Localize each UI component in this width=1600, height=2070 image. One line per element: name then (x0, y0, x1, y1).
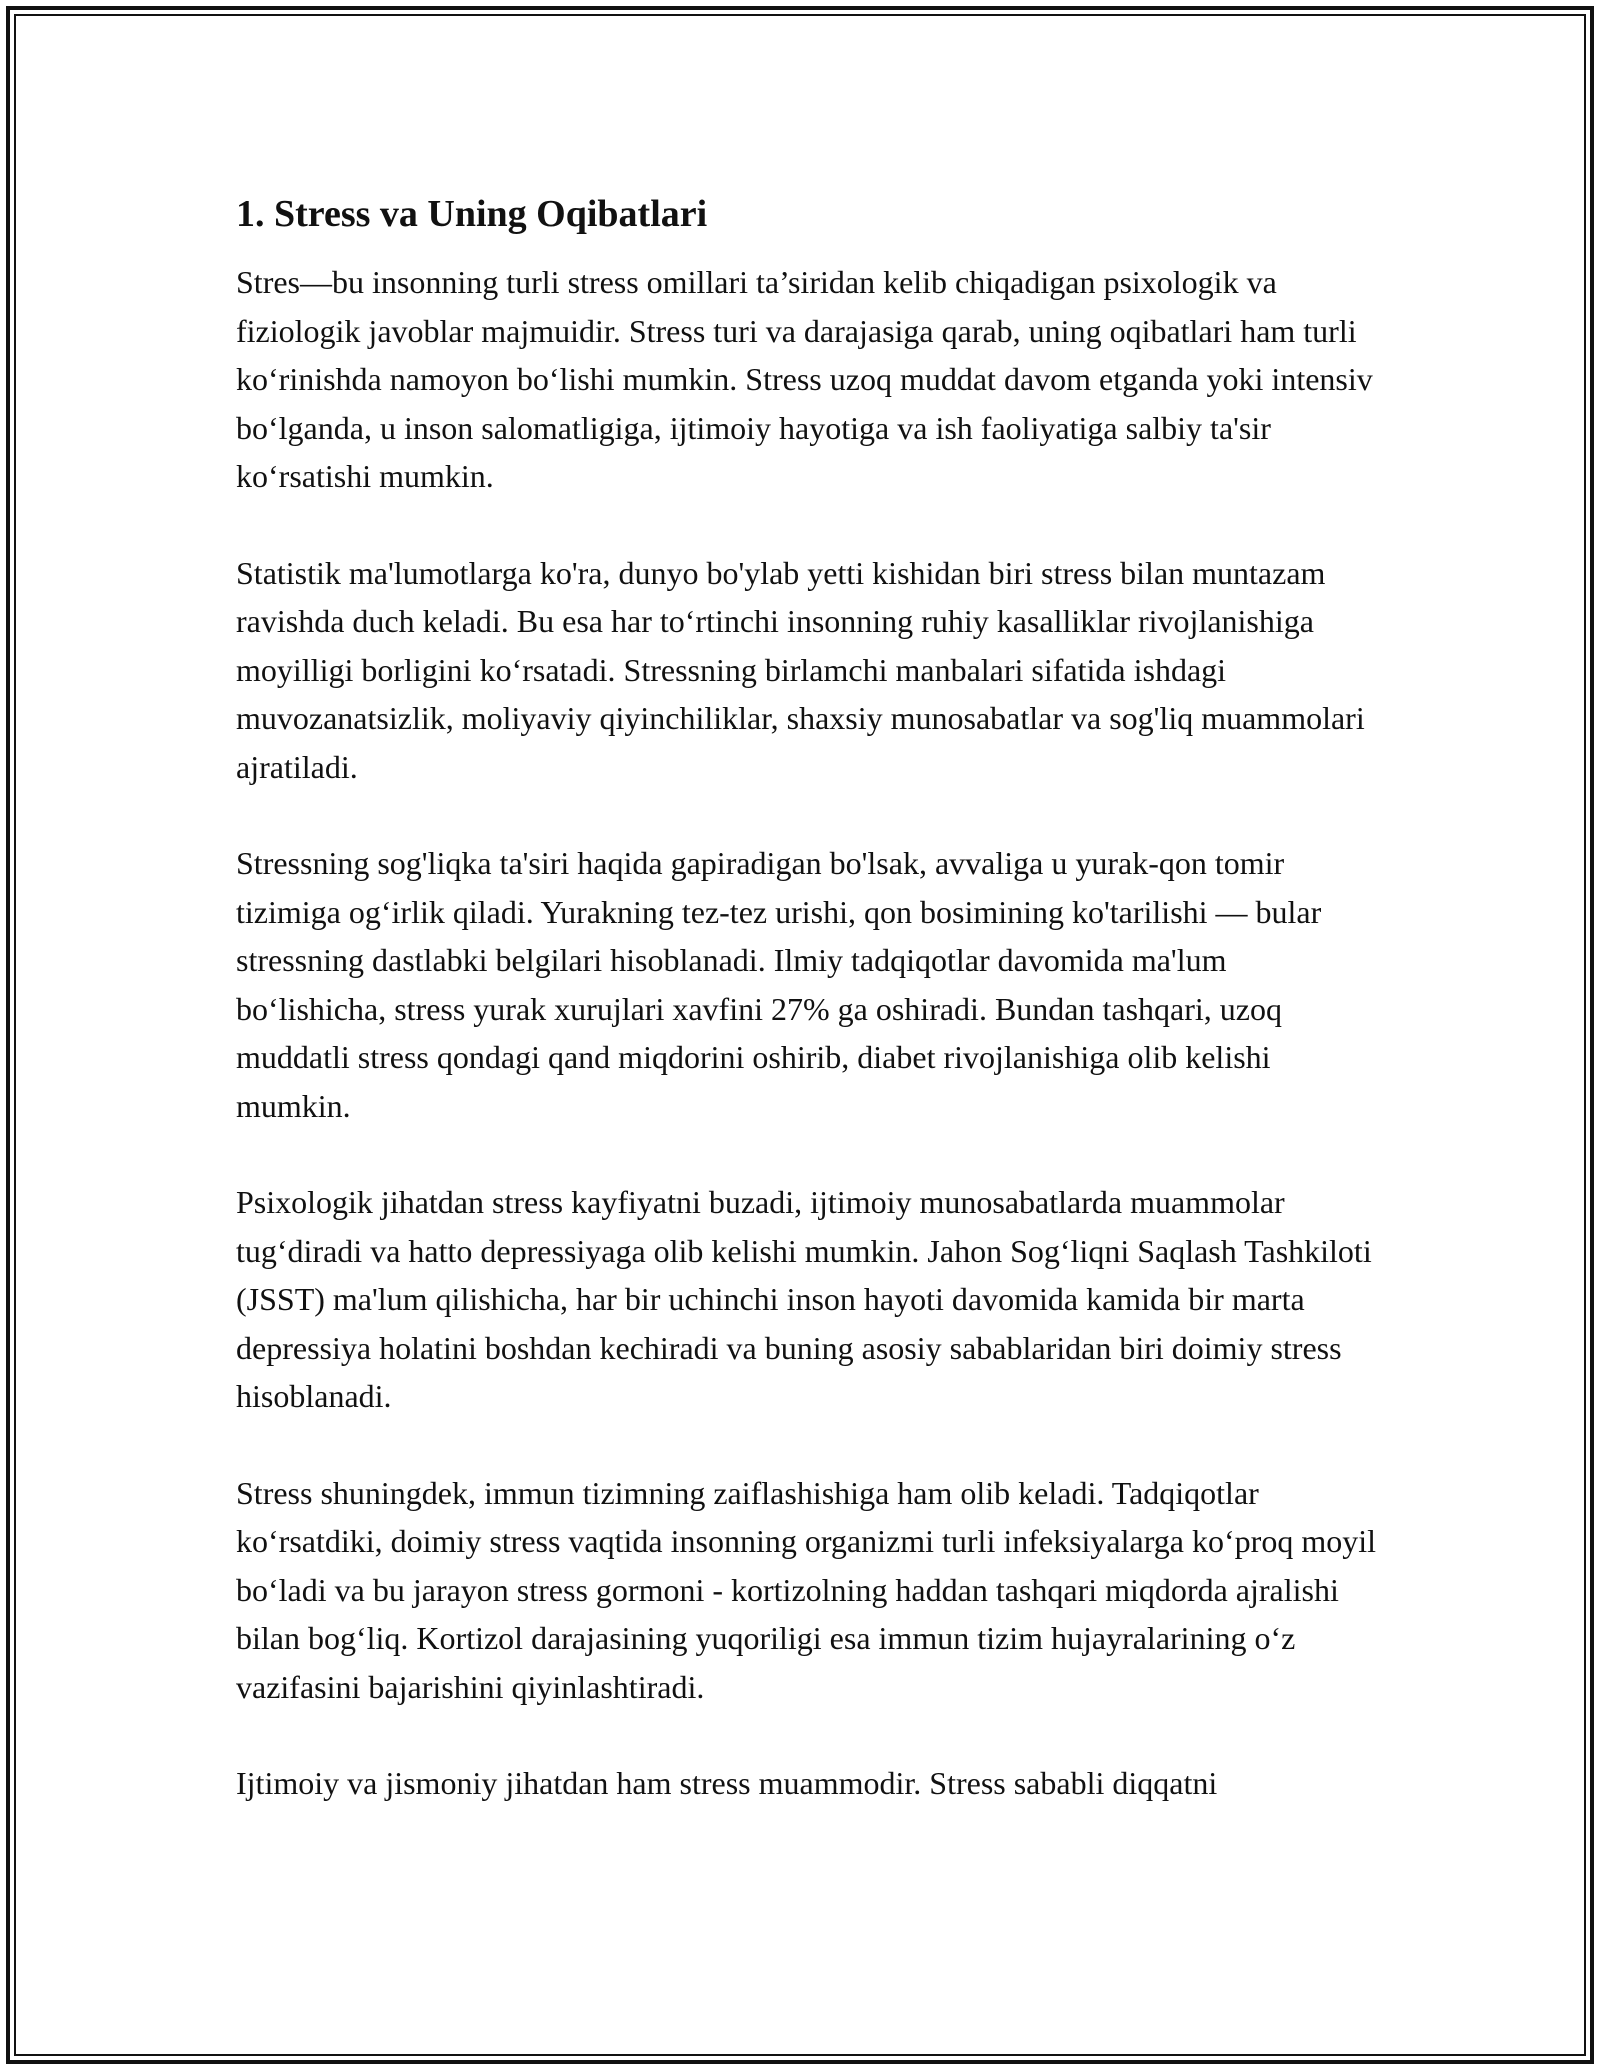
paragraph-statistics: Statistik ma'lumotlarga ko'ra, dunyo bo'ylab yetti kishidan biri stress bilan muntazam ravishda duch keladi. Bu esa har toʻrtinchi insonning ruhiy kasalliklar rivojlanishiga moyilligi borligini koʻrsatadi. Stressning birlamchi manbalari sifatida ishdagi muvozanatsizlik, moliyaviy qiyinchiliklar, shaxsiy munosabatlar va sog'liq muammolari ajratiladi. (236, 554, 1365, 785)
paragraph-social-physical: Ijtimoiy va jismoniy jihatdan ham stress muammodir. Stress sababli diqqatni (236, 1765, 1218, 1801)
section-title: 1. Stress va Uning Oqibatlari (236, 193, 708, 235)
paragraph-psychological-effects: Psixologik jihatdan stress kayfiyatni buzadi, ijtimoiy munosabatlarda muammolar tugʻdiradi va hatto depressiyaga olib kelishi mumkin. Jahon Sogʻliqni Saqlash Tashkiloti (JSST) ma'lum qilishicha, har bir uchinchi inson hayoti davomida kamida bir marta depressiya holatini boshdan kechiradi va buning asosiy sabablaridan biri doimiy stress hisoblanadi. (236, 1184, 1372, 1414)
paragraph-stress-definition: Stres—bu insonning turli stress omillari ta’siridan kelib chiqadigan psixologik va fiziologik javoblar majmuidir. Stress turi va darajasiga qarab, uning oqibatlari ham turli koʻrinishda namoyon boʻlishi mumkin. Stress uzoq muddat davom etganda yoki intensiv boʻlganda, u inson salomatligiga, ijtimoiy hayotiga va ish faoliyatiga salbiy ta'sir koʻrsatishi mumkin. (236, 264, 1373, 494)
paragraph-immune-system: Stress shuningdek, immun tizimning zaiflashishiga ham olib keladi. Tadqiqotlar koʻrsatdiki, doimiy stress vaqtida insonning organizmi turli infeksiyalarga koʻproq moyil boʻladi va bu jarayon stress gormoni - kortizolning haddan tashqari miqdorda ajralishi bilan bogʻliq. Kortizol darajasining yuqoriligi esa immun tizim hujayralarining oʻz vazifasini bajarishini qiyinlashtiradi. (236, 1474, 1376, 1705)
document-body (236, 186, 1376, 1808)
paragraph-health-effects: Stressning sog'liqka ta'siri haqida gapiradigan bo'lsak, avvaliga u yurak-qon tomir tizimiga ogʻirlik qiladi. Yurakning tez-tez urishi, qon bosimining ko'tarilishi — bular stressning dastlabki belgilari hisoblanadi. Ilmiy tadqiqotlar davomida ma'lum boʻlishicha, stress yurak xurujlari xavfini 27% ga oshiradi. Bundan tashqari, uzoq muddatli stress qondagi qand miqdorini oshirib, diabet rivojlanishiga olib kelishi mumkin. (236, 845, 1322, 1124)
